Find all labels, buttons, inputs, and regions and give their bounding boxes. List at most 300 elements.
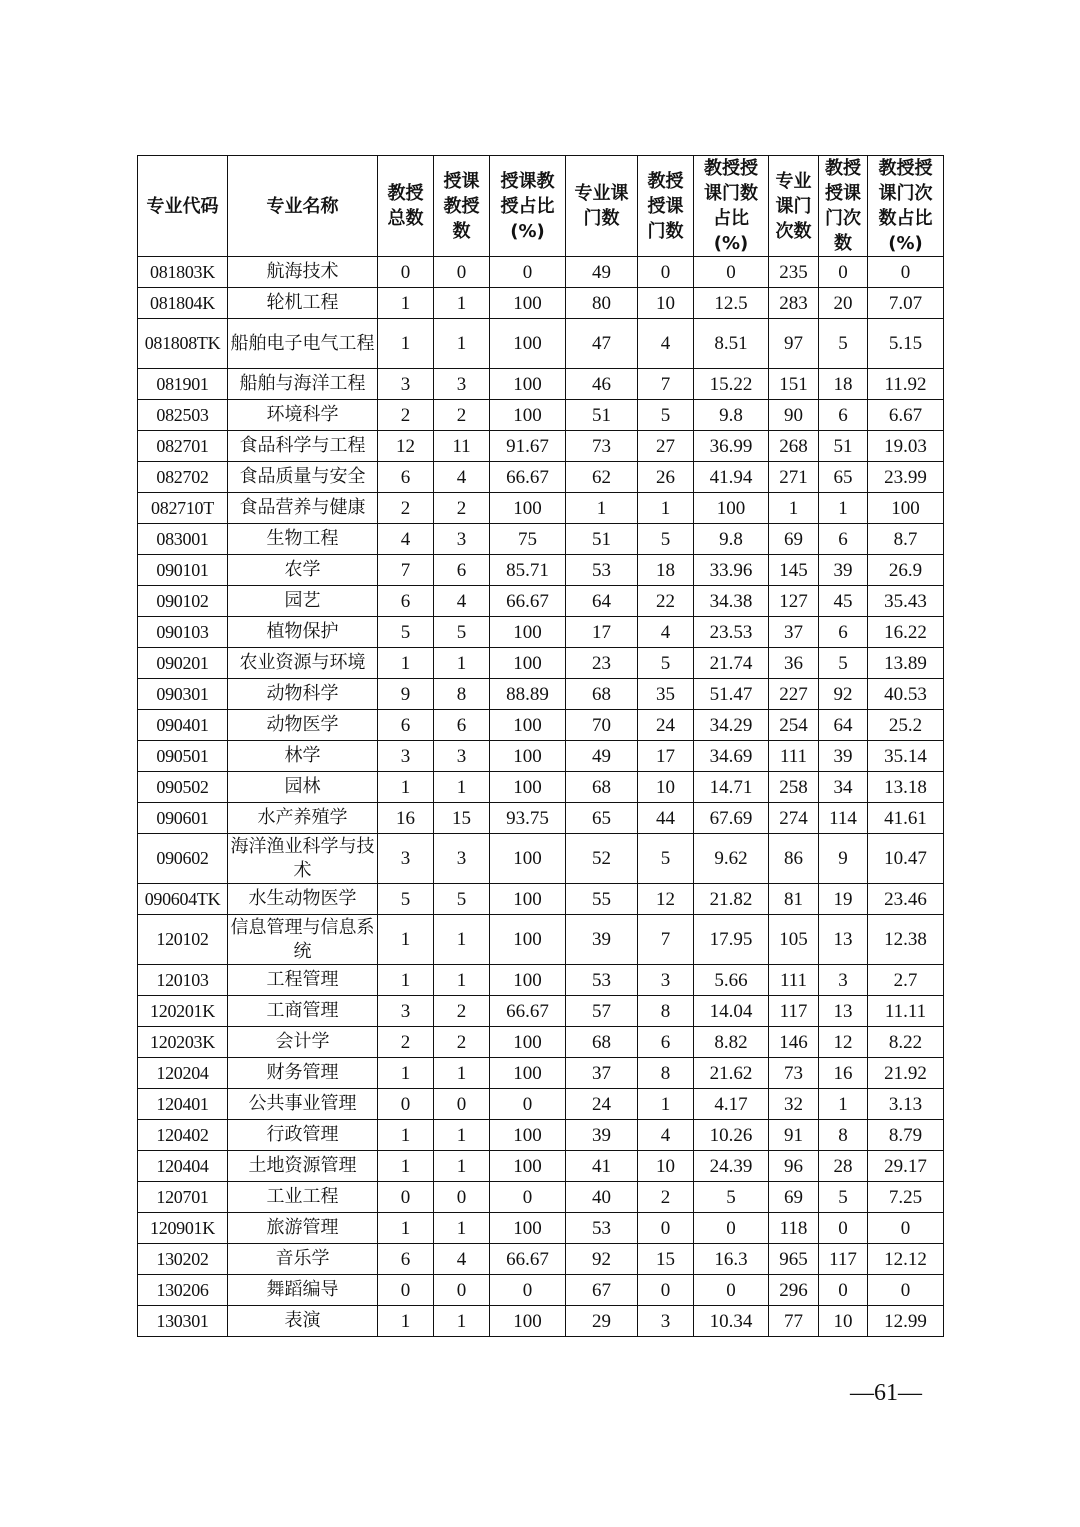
table-row xyxy=(138,710,944,741)
column-header: 授课 教授 数 xyxy=(434,156,490,257)
value-cell: 8.22 xyxy=(868,1027,944,1058)
value-cell: 39 xyxy=(566,915,638,965)
value-cell: 18 xyxy=(819,369,868,400)
table-row xyxy=(138,319,944,369)
value-cell: 13.18 xyxy=(868,772,944,803)
major-name-cell: 水产养殖学 xyxy=(228,803,378,834)
value-cell: 34 xyxy=(819,772,868,803)
value-cell: 5 xyxy=(638,400,694,431)
value-cell: 114 xyxy=(819,803,868,834)
value-cell: 5 xyxy=(819,319,868,369)
value-cell: 3 xyxy=(638,965,694,996)
table-row xyxy=(138,524,944,555)
value-cell: 3 xyxy=(378,834,434,884)
major-code-cell: 082710T xyxy=(138,493,228,524)
value-cell: 40.53 xyxy=(868,679,944,710)
value-cell: 49 xyxy=(566,741,638,772)
major-name-cell: 农学 xyxy=(228,555,378,586)
value-cell: 51.47 xyxy=(694,679,769,710)
value-cell: 10 xyxy=(819,1306,868,1337)
major-name-cell: 工商管理 xyxy=(228,996,378,1027)
value-cell: 66.67 xyxy=(490,996,566,1027)
table-row xyxy=(138,1213,944,1244)
value-cell: 100 xyxy=(490,493,566,524)
value-cell: 1 xyxy=(819,493,868,524)
value-cell: 80 xyxy=(566,288,638,319)
value-cell: 1 xyxy=(819,1089,868,1120)
column-header: 授课教 授占比 (%) xyxy=(490,156,566,257)
value-cell: 5 xyxy=(378,884,434,915)
value-cell: 0 xyxy=(694,257,769,288)
value-cell: 3 xyxy=(434,741,490,772)
value-cell: 117 xyxy=(819,1244,868,1275)
value-cell: 10 xyxy=(638,288,694,319)
value-cell: 0 xyxy=(490,1275,566,1306)
value-cell: 75 xyxy=(490,524,566,555)
value-cell: 0 xyxy=(868,1213,944,1244)
major-name-cell: 食品科学与工程 xyxy=(228,431,378,462)
value-cell: 6 xyxy=(434,555,490,586)
value-cell: 62 xyxy=(566,462,638,493)
major-name-cell: 旅游管理 xyxy=(228,1213,378,1244)
value-cell: 6 xyxy=(378,710,434,741)
value-cell: 3 xyxy=(378,996,434,1027)
major-name-cell: 动物科学 xyxy=(228,679,378,710)
value-cell: 100 xyxy=(490,834,566,884)
value-cell: 274 xyxy=(769,803,819,834)
table-row xyxy=(138,772,944,803)
value-cell: 16 xyxy=(819,1058,868,1089)
value-cell: 100 xyxy=(490,1151,566,1182)
page-number: —61— xyxy=(850,1380,922,1406)
value-cell: 3 xyxy=(434,524,490,555)
value-cell: 258 xyxy=(769,772,819,803)
value-cell: 26 xyxy=(638,462,694,493)
value-cell: 0 xyxy=(638,257,694,288)
major-code-cell: 082701 xyxy=(138,431,228,462)
value-cell: 8 xyxy=(638,996,694,1027)
value-cell: 65 xyxy=(819,462,868,493)
value-cell: 40 xyxy=(566,1182,638,1213)
value-cell: 10.26 xyxy=(694,1120,769,1151)
value-cell: 6 xyxy=(434,710,490,741)
major-code-cell: 082503 xyxy=(138,400,228,431)
table-row xyxy=(138,834,944,884)
value-cell: 3 xyxy=(638,1306,694,1337)
value-cell: 6 xyxy=(378,586,434,617)
value-cell: 81 xyxy=(769,884,819,915)
major-name-cell: 财务管理 xyxy=(228,1058,378,1089)
value-cell: 2 xyxy=(434,996,490,1027)
major-name-cell: 海洋渔业科学与技术 xyxy=(228,834,378,884)
value-cell: 5 xyxy=(694,1182,769,1213)
table-row xyxy=(138,431,944,462)
value-cell: 5 xyxy=(819,648,868,679)
value-cell: 100 xyxy=(490,369,566,400)
value-cell: 0 xyxy=(434,1275,490,1306)
value-cell: 88.89 xyxy=(490,679,566,710)
major-name-cell: 生物工程 xyxy=(228,524,378,555)
value-cell: 268 xyxy=(769,431,819,462)
value-cell: 49 xyxy=(566,257,638,288)
value-cell: 97 xyxy=(769,319,819,369)
value-cell: 8.51 xyxy=(694,319,769,369)
table-row xyxy=(138,617,944,648)
column-header: 专业课 门数 xyxy=(566,156,638,257)
value-cell: 96 xyxy=(769,1151,819,1182)
column-header: 专业代码 xyxy=(138,156,228,257)
value-cell: 5 xyxy=(434,884,490,915)
value-cell: 1 xyxy=(378,1120,434,1151)
major-name-cell: 行政管理 xyxy=(228,1120,378,1151)
value-cell: 1 xyxy=(378,1213,434,1244)
value-cell: 0 xyxy=(378,1089,434,1120)
table-row xyxy=(138,679,944,710)
value-cell: 145 xyxy=(769,555,819,586)
value-cell: 17.95 xyxy=(694,915,769,965)
major-name-cell: 动物医学 xyxy=(228,710,378,741)
major-code-cell: 120203K xyxy=(138,1027,228,1058)
table-row xyxy=(138,462,944,493)
major-code-cell: 082702 xyxy=(138,462,228,493)
value-cell: 19 xyxy=(819,884,868,915)
value-cell: 20 xyxy=(819,288,868,319)
value-cell: 53 xyxy=(566,965,638,996)
table-row xyxy=(138,1027,944,1058)
value-cell: 73 xyxy=(769,1058,819,1089)
column-header: 教授 授课 门数 xyxy=(638,156,694,257)
value-cell: 0 xyxy=(434,257,490,288)
value-cell: 32 xyxy=(769,1089,819,1120)
value-cell: 36.99 xyxy=(694,431,769,462)
value-cell: 100 xyxy=(490,1213,566,1244)
major-name-cell: 环境科学 xyxy=(228,400,378,431)
value-cell: 100 xyxy=(490,1120,566,1151)
value-cell: 34.69 xyxy=(694,741,769,772)
major-name-cell: 工程管理 xyxy=(228,965,378,996)
value-cell: 100 xyxy=(490,915,566,965)
value-cell: 8 xyxy=(434,679,490,710)
value-cell: 5 xyxy=(434,617,490,648)
major-code-cell: 090401 xyxy=(138,710,228,741)
value-cell: 12 xyxy=(378,431,434,462)
value-cell: 27 xyxy=(638,431,694,462)
value-cell: 37 xyxy=(566,1058,638,1089)
value-cell: 23.99 xyxy=(868,462,944,493)
value-cell: 1 xyxy=(434,1151,490,1182)
professor-teaching-table xyxy=(137,155,944,1337)
value-cell: 0 xyxy=(378,1275,434,1306)
value-cell: 6 xyxy=(819,524,868,555)
value-cell: 0 xyxy=(378,257,434,288)
value-cell: 100 xyxy=(868,493,944,524)
value-cell: 3 xyxy=(378,369,434,400)
major-code-cell: 120402 xyxy=(138,1120,228,1151)
table-row xyxy=(138,586,944,617)
value-cell: 69 xyxy=(769,1182,819,1213)
value-cell: 68 xyxy=(566,1027,638,1058)
value-cell: 5 xyxy=(638,524,694,555)
major-code-cell: 083001 xyxy=(138,524,228,555)
value-cell: 17 xyxy=(638,741,694,772)
value-cell: 146 xyxy=(769,1027,819,1058)
value-cell: 6.67 xyxy=(868,400,944,431)
value-cell: 100 xyxy=(490,884,566,915)
table-row xyxy=(138,1306,944,1337)
column-header: 专业 课门 次数 xyxy=(769,156,819,257)
value-cell: 13.89 xyxy=(868,648,944,679)
value-cell: 1 xyxy=(638,1089,694,1120)
value-cell: 12.12 xyxy=(868,1244,944,1275)
table-row xyxy=(138,996,944,1027)
value-cell: 1 xyxy=(434,915,490,965)
value-cell: 1 xyxy=(378,319,434,369)
value-cell: 7 xyxy=(378,555,434,586)
value-cell: 64 xyxy=(566,586,638,617)
column-header: 教授 授课 门次 数 xyxy=(819,156,868,257)
value-cell: 100 xyxy=(490,965,566,996)
value-cell: 227 xyxy=(769,679,819,710)
major-name-cell: 音乐学 xyxy=(228,1244,378,1275)
value-cell: 51 xyxy=(566,524,638,555)
major-code-cell: 090103 xyxy=(138,617,228,648)
value-cell: 0 xyxy=(868,257,944,288)
value-cell: 5 xyxy=(638,648,694,679)
value-cell: 39 xyxy=(566,1120,638,1151)
major-name-cell: 表演 xyxy=(228,1306,378,1337)
value-cell: 7.25 xyxy=(868,1182,944,1213)
value-cell: 29 xyxy=(566,1306,638,1337)
major-code-cell: 120701 xyxy=(138,1182,228,1213)
value-cell: 1 xyxy=(434,772,490,803)
value-cell: 7 xyxy=(638,915,694,965)
value-cell: 7.07 xyxy=(868,288,944,319)
value-cell: 100 xyxy=(490,319,566,369)
value-cell: 5.66 xyxy=(694,965,769,996)
value-cell: 53 xyxy=(566,1213,638,1244)
value-cell: 92 xyxy=(819,679,868,710)
value-cell: 1 xyxy=(378,1306,434,1337)
value-cell: 11.92 xyxy=(868,369,944,400)
value-cell: 1 xyxy=(566,493,638,524)
major-code-cell: 120404 xyxy=(138,1151,228,1182)
value-cell: 9.8 xyxy=(694,400,769,431)
value-cell: 41.61 xyxy=(868,803,944,834)
value-cell: 23 xyxy=(566,648,638,679)
major-code-cell: 120401 xyxy=(138,1089,228,1120)
table-header-row xyxy=(138,156,944,257)
value-cell: 11.11 xyxy=(868,996,944,1027)
value-cell: 100 xyxy=(490,400,566,431)
value-cell: 36 xyxy=(769,648,819,679)
value-cell: 45 xyxy=(819,586,868,617)
value-cell: 117 xyxy=(769,996,819,1027)
value-cell: 44 xyxy=(638,803,694,834)
value-cell: 10.47 xyxy=(868,834,944,884)
value-cell: 9 xyxy=(378,679,434,710)
value-cell: 70 xyxy=(566,710,638,741)
table-row xyxy=(138,741,944,772)
value-cell: 1 xyxy=(378,965,434,996)
value-cell: 100 xyxy=(694,493,769,524)
value-cell: 55 xyxy=(566,884,638,915)
value-cell: 5 xyxy=(819,1182,868,1213)
value-cell: 33.96 xyxy=(694,555,769,586)
major-name-cell: 船舶电子电气工程 xyxy=(228,319,378,369)
value-cell: 1 xyxy=(434,965,490,996)
value-cell: 296 xyxy=(769,1275,819,1306)
value-cell: 0 xyxy=(819,257,868,288)
value-cell: 4 xyxy=(378,524,434,555)
value-cell: 2 xyxy=(378,400,434,431)
value-cell: 100 xyxy=(490,1306,566,1337)
table-row xyxy=(138,1244,944,1275)
value-cell: 53 xyxy=(566,555,638,586)
major-name-cell: 园艺 xyxy=(228,586,378,617)
value-cell: 24.39 xyxy=(694,1151,769,1182)
value-cell: 51 xyxy=(566,400,638,431)
value-cell: 57 xyxy=(566,996,638,1027)
value-cell: 0 xyxy=(694,1213,769,1244)
value-cell: 12.5 xyxy=(694,288,769,319)
major-code-cell: 130206 xyxy=(138,1275,228,1306)
major-name-cell: 林学 xyxy=(228,741,378,772)
value-cell: 67 xyxy=(566,1275,638,1306)
value-cell: 21.92 xyxy=(868,1058,944,1089)
value-cell: 22 xyxy=(638,586,694,617)
major-code-cell: 130202 xyxy=(138,1244,228,1275)
value-cell: 4 xyxy=(638,1120,694,1151)
value-cell: 100 xyxy=(490,710,566,741)
table-row xyxy=(138,1275,944,1306)
value-cell: 6 xyxy=(819,617,868,648)
value-cell: 4 xyxy=(434,586,490,617)
value-cell: 39 xyxy=(819,741,868,772)
table-row xyxy=(138,288,944,319)
value-cell: 16.3 xyxy=(694,1244,769,1275)
major-code-cell: 120201K xyxy=(138,996,228,1027)
value-cell: 9.8 xyxy=(694,524,769,555)
value-cell: 0 xyxy=(694,1275,769,1306)
value-cell: 68 xyxy=(566,772,638,803)
value-cell: 64 xyxy=(819,710,868,741)
value-cell: 100 xyxy=(490,288,566,319)
value-cell: 15 xyxy=(638,1244,694,1275)
value-cell: 6 xyxy=(638,1027,694,1058)
table-row xyxy=(138,1089,944,1120)
value-cell: 9 xyxy=(819,834,868,884)
value-cell: 3 xyxy=(434,834,490,884)
value-cell: 66.67 xyxy=(490,1244,566,1275)
value-cell: 26.9 xyxy=(868,555,944,586)
value-cell: 77 xyxy=(769,1306,819,1337)
value-cell: 10 xyxy=(638,1151,694,1182)
value-cell: 93.75 xyxy=(490,803,566,834)
value-cell: 10.34 xyxy=(694,1306,769,1337)
value-cell: 14.04 xyxy=(694,996,769,1027)
value-cell: 37 xyxy=(769,617,819,648)
value-cell: 69 xyxy=(769,524,819,555)
value-cell: 6 xyxy=(819,400,868,431)
value-cell: 4 xyxy=(434,1244,490,1275)
value-cell: 13 xyxy=(819,915,868,965)
value-cell: 23.53 xyxy=(694,617,769,648)
column-header: 教授 总数 xyxy=(378,156,434,257)
value-cell: 35 xyxy=(638,679,694,710)
major-name-cell: 水生动物医学 xyxy=(228,884,378,915)
value-cell: 100 xyxy=(490,617,566,648)
major-name-cell: 土地资源管理 xyxy=(228,1151,378,1182)
value-cell: 24 xyxy=(638,710,694,741)
value-cell: 68 xyxy=(566,679,638,710)
major-name-cell: 食品质量与安全 xyxy=(228,462,378,493)
major-code-cell: 090601 xyxy=(138,803,228,834)
table-row xyxy=(138,965,944,996)
value-cell: 1 xyxy=(769,493,819,524)
table-body xyxy=(138,257,944,1337)
value-cell: 41 xyxy=(566,1151,638,1182)
value-cell: 34.38 xyxy=(694,586,769,617)
major-code-cell: 090102 xyxy=(138,586,228,617)
value-cell: 0 xyxy=(490,1182,566,1213)
value-cell: 0 xyxy=(434,1182,490,1213)
major-code-cell: 081808TK xyxy=(138,319,228,369)
value-cell: 118 xyxy=(769,1213,819,1244)
table-row xyxy=(138,555,944,586)
value-cell: 111 xyxy=(769,965,819,996)
value-cell: 111 xyxy=(769,741,819,772)
value-cell: 1 xyxy=(378,288,434,319)
value-cell: 271 xyxy=(769,462,819,493)
value-cell: 1 xyxy=(638,493,694,524)
value-cell: 28 xyxy=(819,1151,868,1182)
major-code-cell: 090301 xyxy=(138,679,228,710)
value-cell: 0 xyxy=(434,1089,490,1120)
value-cell: 10 xyxy=(638,772,694,803)
value-cell: 8.7 xyxy=(868,524,944,555)
value-cell: 21.62 xyxy=(694,1058,769,1089)
value-cell: 3 xyxy=(378,741,434,772)
value-cell: 254 xyxy=(769,710,819,741)
value-cell: 0 xyxy=(378,1182,434,1213)
value-cell: 21.74 xyxy=(694,648,769,679)
major-name-cell: 舞蹈编导 xyxy=(228,1275,378,1306)
value-cell: 16.22 xyxy=(868,617,944,648)
value-cell: 65 xyxy=(566,803,638,834)
value-cell: 0 xyxy=(638,1213,694,1244)
major-code-cell: 120901K xyxy=(138,1213,228,1244)
major-name-cell: 工业工程 xyxy=(228,1182,378,1213)
value-cell: 100 xyxy=(490,648,566,679)
value-cell: 12 xyxy=(819,1027,868,1058)
value-cell: 67.69 xyxy=(694,803,769,834)
value-cell: 3 xyxy=(434,369,490,400)
value-cell: 1 xyxy=(434,648,490,679)
value-cell: 15 xyxy=(434,803,490,834)
value-cell: 21.82 xyxy=(694,884,769,915)
value-cell: 2 xyxy=(434,1027,490,1058)
value-cell: 0 xyxy=(868,1275,944,1306)
value-cell: 0 xyxy=(819,1275,868,1306)
major-name-cell: 食品营养与健康 xyxy=(228,493,378,524)
table-row xyxy=(138,1151,944,1182)
value-cell: 73 xyxy=(566,431,638,462)
major-name-cell: 轮机工程 xyxy=(228,288,378,319)
value-cell: 1 xyxy=(378,772,434,803)
value-cell: 1 xyxy=(378,1058,434,1089)
value-cell: 8.82 xyxy=(694,1027,769,1058)
table-row xyxy=(138,1120,944,1151)
